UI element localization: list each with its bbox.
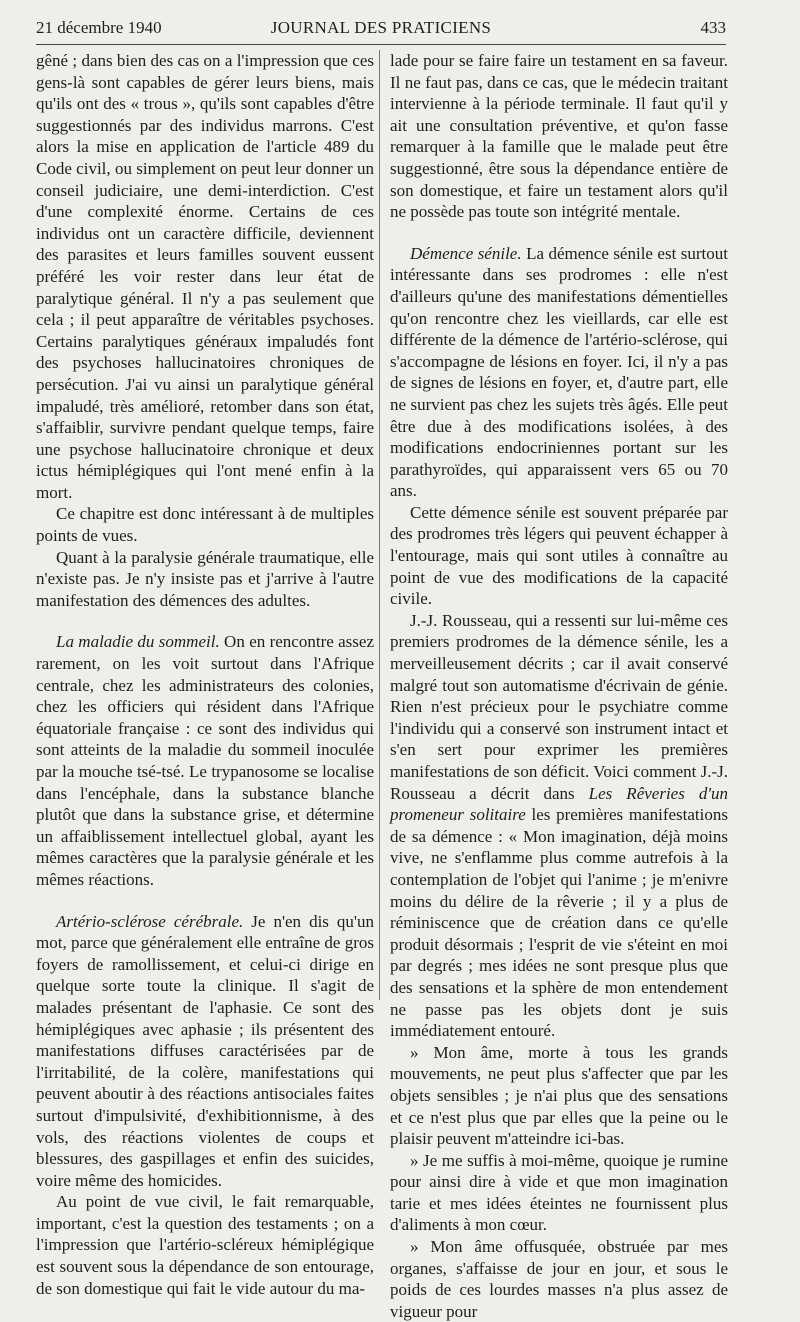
paragraph: » Mon âme, morte à tous les grands mouvements, ne peut plus s'affecter que par les objets sensibles ; je n'ai plus que des sensations et ce n'est plus que par elles que la peine ou le plaisir peuvent m'atteindre ici-bas. (390, 1042, 728, 1149)
paragraph: » Mon âme offusquée, obstruée par mes organes, s'affaisse de jour en jour, et sous le poids de ces lourdes masses n'a plus assez de vigueur pour (390, 1237, 728, 1321)
right-column (390, 50, 728, 1322)
section-arteriosclerosis (36, 911, 374, 1192)
section-senile-dementia (390, 243, 728, 502)
paragraph: lade pour se faire faire un testament en sa faveur. Il ne faut pas, dans ce cas, que le médecin traitant intervienne à la période terminale. Il faut qu'il y ait une consultation préventive, et qu'on fasse remarquer à la famille que le malade peut être suggestionné, être sous la dépendance entière de son domestique, et faire un testament alors qu'il ne possède pas toute son intégrité mentale. (390, 51, 728, 222)
section-sleeping-sickness (36, 631, 374, 890)
section-text: Je n'en dis qu'un mot, parce que généralement elle entraîne de gros foyers de ramollissement, et celui-ci dirige en quelque sorte toute la clinique. Il s'agit de malades présentant de l'aphasie. Ce sont des hémiplégiques avec aphasie ; ils présentent des manifestations diffuses caractérisées par de l'irritabilité, de la colère, manifestations qui peuvent aboutir à des réactions antisociales faites surtout d'impulsivité, d'exhibitionnisme, à des vols, des réactions violentes de coups et blessures, des gaspillages et enfin des suicides, voire même des homicides. (36, 911, 374, 1190)
paragraph: gêné ; dans bien des cas on a l'impression que ces gens-là sont capables de gérer leurs biens, mais qu'ils ont des « trous », qu'ils sont capables d'être suggestionnés par des individus marrons. C'est alors la mise en application de l'article 489 du Code civil, ou simplement on peut leur donner un conseil judiciaire, une demi-interdiction. C'est d'une complexité énorme. Certains de ces individus ont un caractère difficile, deviennent des parasites et leurs familles souvent eussent préféré les voir rester dans leur état de paralytique général. Il n'y a pas seulement que cela ; il peut apparaître de véritables psychoses. Certains paralytiques généraux impaludés font des psychoses hallucinatoires chroniques de persécution. J'ai vu ainsi un paralytique général impaludé, très amélioré, retomber dans son état, s'affaiblir, survivre pendant quelque temps, faire une psychose hallucinatoire chronique et deux ictus hémiplégiques qui l'ont mené enfin à la mort. (36, 51, 374, 502)
column-divider (379, 50, 380, 1000)
section-title: Artério-sclérose cérébrale. (56, 911, 244, 931)
paragraph: Ce chapitre est donc intéressant à de multiples points de vues. (36, 504, 374, 546)
section-text: On en rencontre assez rarement, on les voit surtout dans l'Afrique centrale, chez les administrateurs des colonies, chez les officiers qui résident dans l'Afrique équatoriale française : ce sont des individus qui sont atteints de la maladie du sommeil inoculée par la mouche tsé-tsé. Le trypanosome se localise dans l'encéphale, dans la substance blanche plutôt que dans la substance grise, et détermine un affaiblissement intellectuel global, ayant les mêmes caractères que la paralysie générale et les mêmes réactions. (36, 632, 374, 889)
paragraph: » Je me suffis à moi-même, quoique je rumine pour ainsi dire à vide et que mon imagination tarie et mes idées éteintes ne fournissent plus d'aliments à mon cœur. (390, 1150, 728, 1235)
paragraph: Cette démence sénile est souvent préparée par des prodromes très légers qui peuvent échapper à l'entourage, mais qui sont utiles à connaître au point de vue des modifications de la capacité civile. (390, 502, 728, 609)
journal-title: JOURNAL DES PRATICIENS (270, 18, 492, 37)
paragraph: Quant à la paralysie générale traumatique, elle n'existe pas. Je n'y insiste pas et j'arrive à l'autre manifestation des démences des adultes. (36, 547, 374, 610)
page-header (36, 18, 726, 42)
section-title: Démence sénile. (410, 243, 522, 263)
section-text: La démence sénile est surtout intéressante dans ses prodromes : elle n'est d'ailleurs qu'une des manifestations démentielles qu'on rencontre chez les vieillards, car elle est différente de la démence de l'artério-sclérose, qui s'accompagne de lésions en foyer. Ici, il n'y a pas de signes de lésions en foyer, et, d'autre part, elle ne survient pas chez les sujets très âgés. Elle peut être due à des modifications isolées, à des modifications endocriniennes portant sur les parathyroïdes, qui apparaissent vers 65 ou 70 ans. (390, 243, 728, 501)
section-title: La maladie du sommeil. (56, 632, 220, 652)
paragraph: Au point de vue civil, le fait remarquable, important, c'est la question des testaments ; on a l'impression que l'artério-scléreux hémiplégique est souvent sous la dépendance de son entourage, de son domestique qui fait le vide autour du ma- (36, 1192, 374, 1298)
text: J.-J. Rousseau, qui a ressenti sur lui-même ces premiers prodromes de la démence sénile, les a merveilleusement décrits ; car il avait conservé malgré tout son automatisme d'écrivain de génie. Rien n'est précieux pour le psychiatre comme l'individu qui a conservé son instrument intact et s'en sert pour exprimer les premières manifestations de son déficit. Voici comment J.-J. Rousseau a décrit dans (390, 610, 728, 803)
issue-date: 21 décembre 1940 (36, 18, 162, 37)
book-title: Les Rêveries d'un promeneur solitaire (390, 783, 728, 825)
header-rule (36, 44, 726, 45)
text: les premières manifestations de sa démence : « Mon imagination, déjà moins vive, ne s'enflamme plus comme autrefois à la contemplation de l'objet qui l'anime ; je m'enivre moins du délire de la rêverie ; il y a plus de réminiscence que de création dans ce qu'elle produit désormais ; l'esprit de vie s'éteint en moi par degrés ; mes idées ne sont presque plus que des sensations et la sphère de mon entendement ne passe pas les objets dont je suis immédiatement entouré. (390, 805, 728, 1041)
paragraph-rousseau (390, 610, 728, 1042)
page-number: 433 (700, 18, 726, 37)
left-column (36, 50, 374, 1299)
